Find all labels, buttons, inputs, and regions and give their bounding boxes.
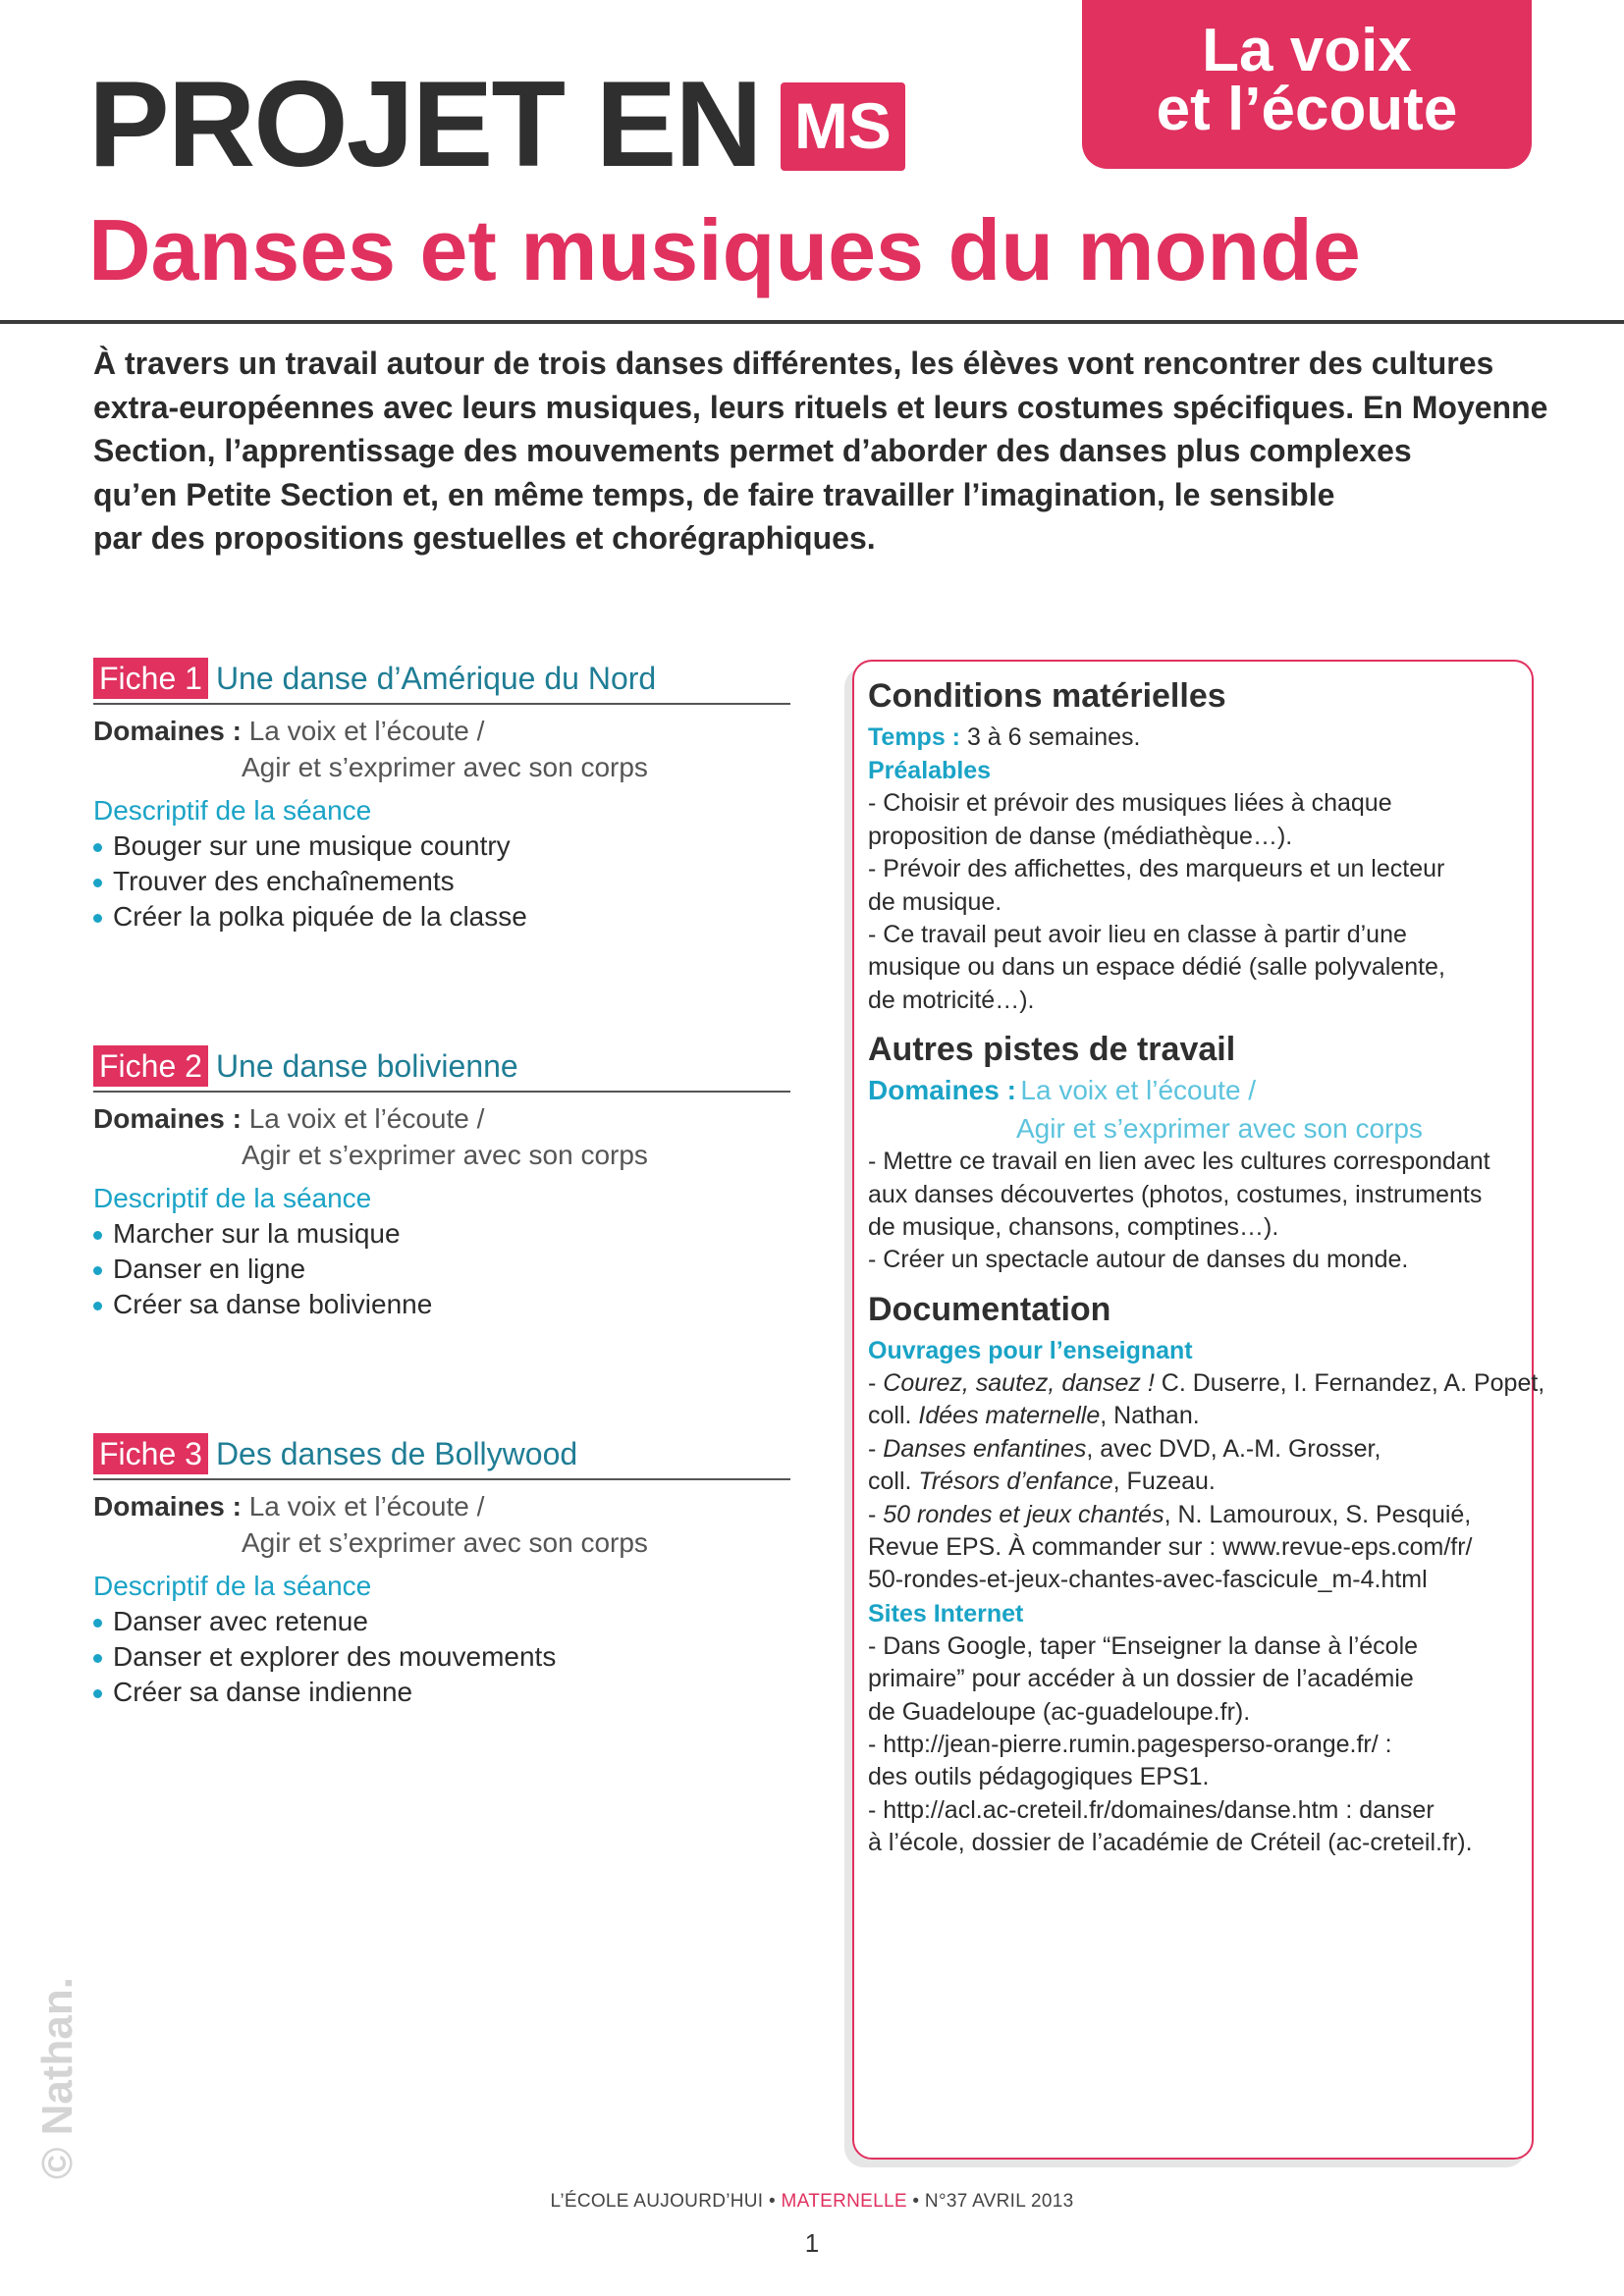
autres-domains-value: Agir et s’exprimer avec son corps: [1016, 1113, 1423, 1145]
prealables-line: - Ce travail peut avoir lieu en classe à partir d’une: [868, 921, 1407, 949]
domains-value: La voix et l’écoute /: [248, 1491, 485, 1522]
list-item: [93, 828, 790, 864]
list-item-text: Bouger sur une musique country: [113, 830, 511, 861]
intro-line: qu’en Petite Section et, en même temps, de faire travailler l’imagination, le sensible: [93, 476, 1335, 512]
documentation-heading: Documentation: [868, 1290, 1111, 1328]
bullet-icon: [93, 879, 102, 887]
intro-line: À travers un travail autour de trois danses différentes, les élèves vont rencontrer des cultures: [93, 346, 1494, 381]
list-item: [93, 1252, 790, 1287]
sites-label: Sites Internet: [868, 1599, 1024, 1628]
fiche-header: [93, 1433, 790, 1480]
theme-badge-line1: La voix: [1202, 17, 1412, 84]
list-item: [93, 1639, 790, 1675]
bullet-icon: [93, 1654, 102, 1663]
fiche-number: Fiche 2: [93, 1045, 208, 1087]
autres-domains-value: La voix et l’écoute /: [1020, 1075, 1257, 1106]
domains-value: Agir et s’exprimer avec son corps: [242, 752, 648, 782]
sites-line: - http://jean-pierre.rumin.pagesperso-orange.fr/ :: [868, 1730, 1392, 1758]
ouvrage-details: , Fuzeau.: [1112, 1468, 1216, 1496]
fiche-domains: [93, 713, 790, 785]
ouvrage-collection: Trésors d’enfance: [918, 1468, 1113, 1496]
level-badge: MS: [781, 82, 905, 171]
domains-value: Agir et s’exprimer avec son corps: [242, 1527, 648, 1558]
theme-badge: [1082, 0, 1532, 169]
fiche-number: Fiche 1: [93, 658, 208, 699]
fiche-2: [93, 1045, 790, 1322]
ouvrage-details: coll.: [868, 1402, 919, 1430]
domains-value: Agir et s’exprimer avec son corps: [242, 1140, 648, 1170]
list-item-text: Trouver des enchaînements: [113, 866, 455, 896]
footer-publication: L’ÉCOLE AUJOURD’HUI •: [550, 2191, 776, 2212]
ouvrage-details: , Nathan.: [1100, 1402, 1200, 1430]
fiche-domains: [93, 1488, 790, 1561]
autres-line: de musique, chansons, comptines…).: [868, 1213, 1279, 1242]
prealables-line: musique ou dans un espace dédié (salle polyvalente,: [868, 953, 1445, 982]
list-item-text: Danser en ligne: [113, 1254, 306, 1284]
list-item-text: Marcher sur la musique: [113, 1218, 401, 1249]
page-number: 1: [804, 2228, 820, 2258]
list-item: [93, 864, 790, 899]
autres-line: - Créer un spectacle autour de danses du monde.: [868, 1246, 1409, 1274]
domains-value: La voix et l’écoute /: [248, 1103, 485, 1134]
fiche-3: [93, 1433, 790, 1710]
page-title: [88, 57, 905, 192]
page-subtitle: Danses et musiques du monde: [88, 201, 1361, 298]
domains-value: La voix et l’écoute /: [248, 716, 485, 746]
list-item-text: Créer la polka piquée de la classe: [113, 901, 527, 932]
ouvrage-title: Danses enfantines: [883, 1434, 1087, 1463]
autres-line: - Mettre ce travail en lien avec les cultures correspondant: [868, 1148, 1490, 1176]
session-list: [93, 828, 790, 934]
list-item-text: Danser avec retenue: [113, 1606, 368, 1636]
footer-section: MATERNELLE: [781, 2191, 907, 2212]
sites-line: - http://acl.ac-creteil.fr/domaines/danse.htm : danser: [868, 1795, 1435, 1824]
autres-line: aux danses découvertes (photos, costumes, instruments: [868, 1180, 1483, 1208]
session-list: [93, 1604, 790, 1710]
prealables-line: de musique.: [868, 887, 1002, 916]
fiche-header: [93, 1045, 790, 1093]
autres-domains-row: [868, 1074, 1532, 1112]
ouvrage-entry: Revue EPS. À commander sur : www.revue-eps.com/fr/: [868, 1532, 1473, 1561]
prealables-label: Préalables: [868, 757, 992, 785]
ouvrage-entry: [868, 1400, 1532, 1432]
bullet-icon: [93, 1231, 102, 1240]
ouvrage-entry: [868, 1466, 1532, 1498]
list-item: [93, 899, 790, 934]
ouvrage-entry: - 50 rondes et jeux chantés, N. Lamouroux, S. Pesquié,: [868, 1500, 1472, 1528]
temps-label: Temps :: [868, 723, 960, 751]
intro-paragraph: [93, 342, 1546, 561]
fiche-header: [93, 658, 790, 705]
descriptif-heading: Descriptif de la séance: [93, 795, 372, 826]
bullet-icon: [93, 914, 102, 923]
list-item-text: Créer sa danse indienne: [113, 1677, 413, 1707]
conditions-heading: Conditions matérielles: [868, 677, 1226, 715]
domains-label: Domaines :: [93, 716, 242, 746]
ouvrage-entry: 50-rondes-et-jeux-chantes-avec-fascicule_m-4.html: [868, 1566, 1428, 1594]
fiche-1: [93, 658, 790, 934]
fiche-title: Une danse bolivienne: [215, 1048, 518, 1084]
ouvrage-entry: - Courez, sautez, dansez ! C. Duserre, I. Fernandez, A. Popet,: [868, 1368, 1545, 1397]
header-divider: [0, 320, 1624, 324]
footer: [0, 2191, 1624, 2213]
ouvrage-details: , avec DVD, A.-M. Grosser,: [1086, 1434, 1381, 1463]
ouvrage-collection: Idées maternelle: [918, 1402, 1101, 1430]
ouvrage-title: Courez, sautez, dansez !: [883, 1368, 1155, 1397]
session-list: [93, 1216, 790, 1322]
bullet-icon: [93, 1302, 102, 1310]
sites-line: des outils pédagogiques EPS1.: [868, 1763, 1210, 1791]
prealables-line: proposition de danse (médiathèque…).: [868, 822, 1293, 850]
list-item: [93, 1604, 790, 1639]
descriptif-heading: Descriptif de la séance: [93, 1183, 372, 1213]
ouvrage-details: , N. Lamouroux, S. Pesquié,: [1164, 1500, 1472, 1528]
ouvrages-label: Ouvrages pour l’enseignant: [868, 1336, 1193, 1364]
descriptif-heading: Descriptif de la séance: [93, 1571, 372, 1601]
page-title-text: PROJET EN: [88, 57, 761, 192]
domains-label: Domaines :: [93, 1103, 242, 1134]
prealables-line: de motricité…).: [868, 986, 1035, 1014]
sites-line: primaire” pour accéder à un dossier de l’académie: [868, 1665, 1414, 1693]
ouvrage-title: 50 rondes et jeux chantés: [883, 1500, 1164, 1528]
fiche-domains: [93, 1100, 790, 1173]
ouvrage-details: C. Duserre, I. Fernandez, A. Popet,: [1154, 1368, 1545, 1397]
bullet-icon: [93, 1689, 102, 1698]
side-info-box: [852, 660, 1545, 2160]
ouvrage-details: coll.: [868, 1468, 919, 1496]
temps-row: [868, 721, 1532, 754]
ouvrage-entry: - Danses enfantines, avec DVD, A.-M. Grosser,: [868, 1434, 1381, 1463]
temps-value: 3 à 6 semaines.: [966, 723, 1141, 751]
list-item-text: Créer sa danse bolivienne: [113, 1289, 433, 1319]
domains-label: Domaines :: [93, 1491, 242, 1522]
intro-line: extra-européennes avec leurs musiques, leurs rituels et leurs costumes spécifiques. En Moyenne: [93, 389, 1548, 425]
intro-line: par des propositions gestuelles et chorégraphiques.: [93, 520, 876, 556]
bullet-icon: [93, 1266, 102, 1275]
fiche-number: Fiche 3: [93, 1433, 208, 1474]
bullet-icon: [93, 843, 102, 852]
list-item: [93, 1675, 790, 1710]
fiche-title: Des danses de Bollywood: [215, 1436, 578, 1471]
prealables-line: - Choisir et prévoir des musiques liées à chaque: [868, 789, 1392, 818]
list-item: [93, 1287, 790, 1322]
copyright-text: © Nathan.: [33, 1977, 81, 2179]
intro-line: Section, l’apprentissage des mouvements permet d’aborder des danses plus complexes: [93, 433, 1412, 468]
prealables-line: - Prévoir des affichettes, des marqueurs et un lecteur: [868, 855, 1445, 883]
list-item: [93, 1216, 790, 1252]
list-item-text: Danser et explorer des mouvements: [113, 1641, 557, 1672]
footer-issue: • N°37 AVRIL 2013: [912, 2191, 1074, 2212]
sites-line: - Dans Google, taper “Enseigner la danse à l’école: [868, 1631, 1419, 1660]
fiche-title: Une danse d’Amérique du Nord: [215, 661, 657, 696]
autres-pistes-heading: Autres pistes de travail: [868, 1031, 1236, 1069]
theme-badge-line2: et l’écoute: [1156, 76, 1458, 143]
copyright-mark: [33, 1953, 92, 2179]
bullet-icon: [93, 1619, 102, 1628]
sites-line: de Guadeloupe (ac-guadeloupe.fr).: [868, 1697, 1251, 1726]
sites-line: à l’école, dossier de l’académie de Créteil (ac-creteil.fr).: [868, 1829, 1473, 1857]
autres-domains-label: Domaines :: [868, 1075, 1016, 1106]
